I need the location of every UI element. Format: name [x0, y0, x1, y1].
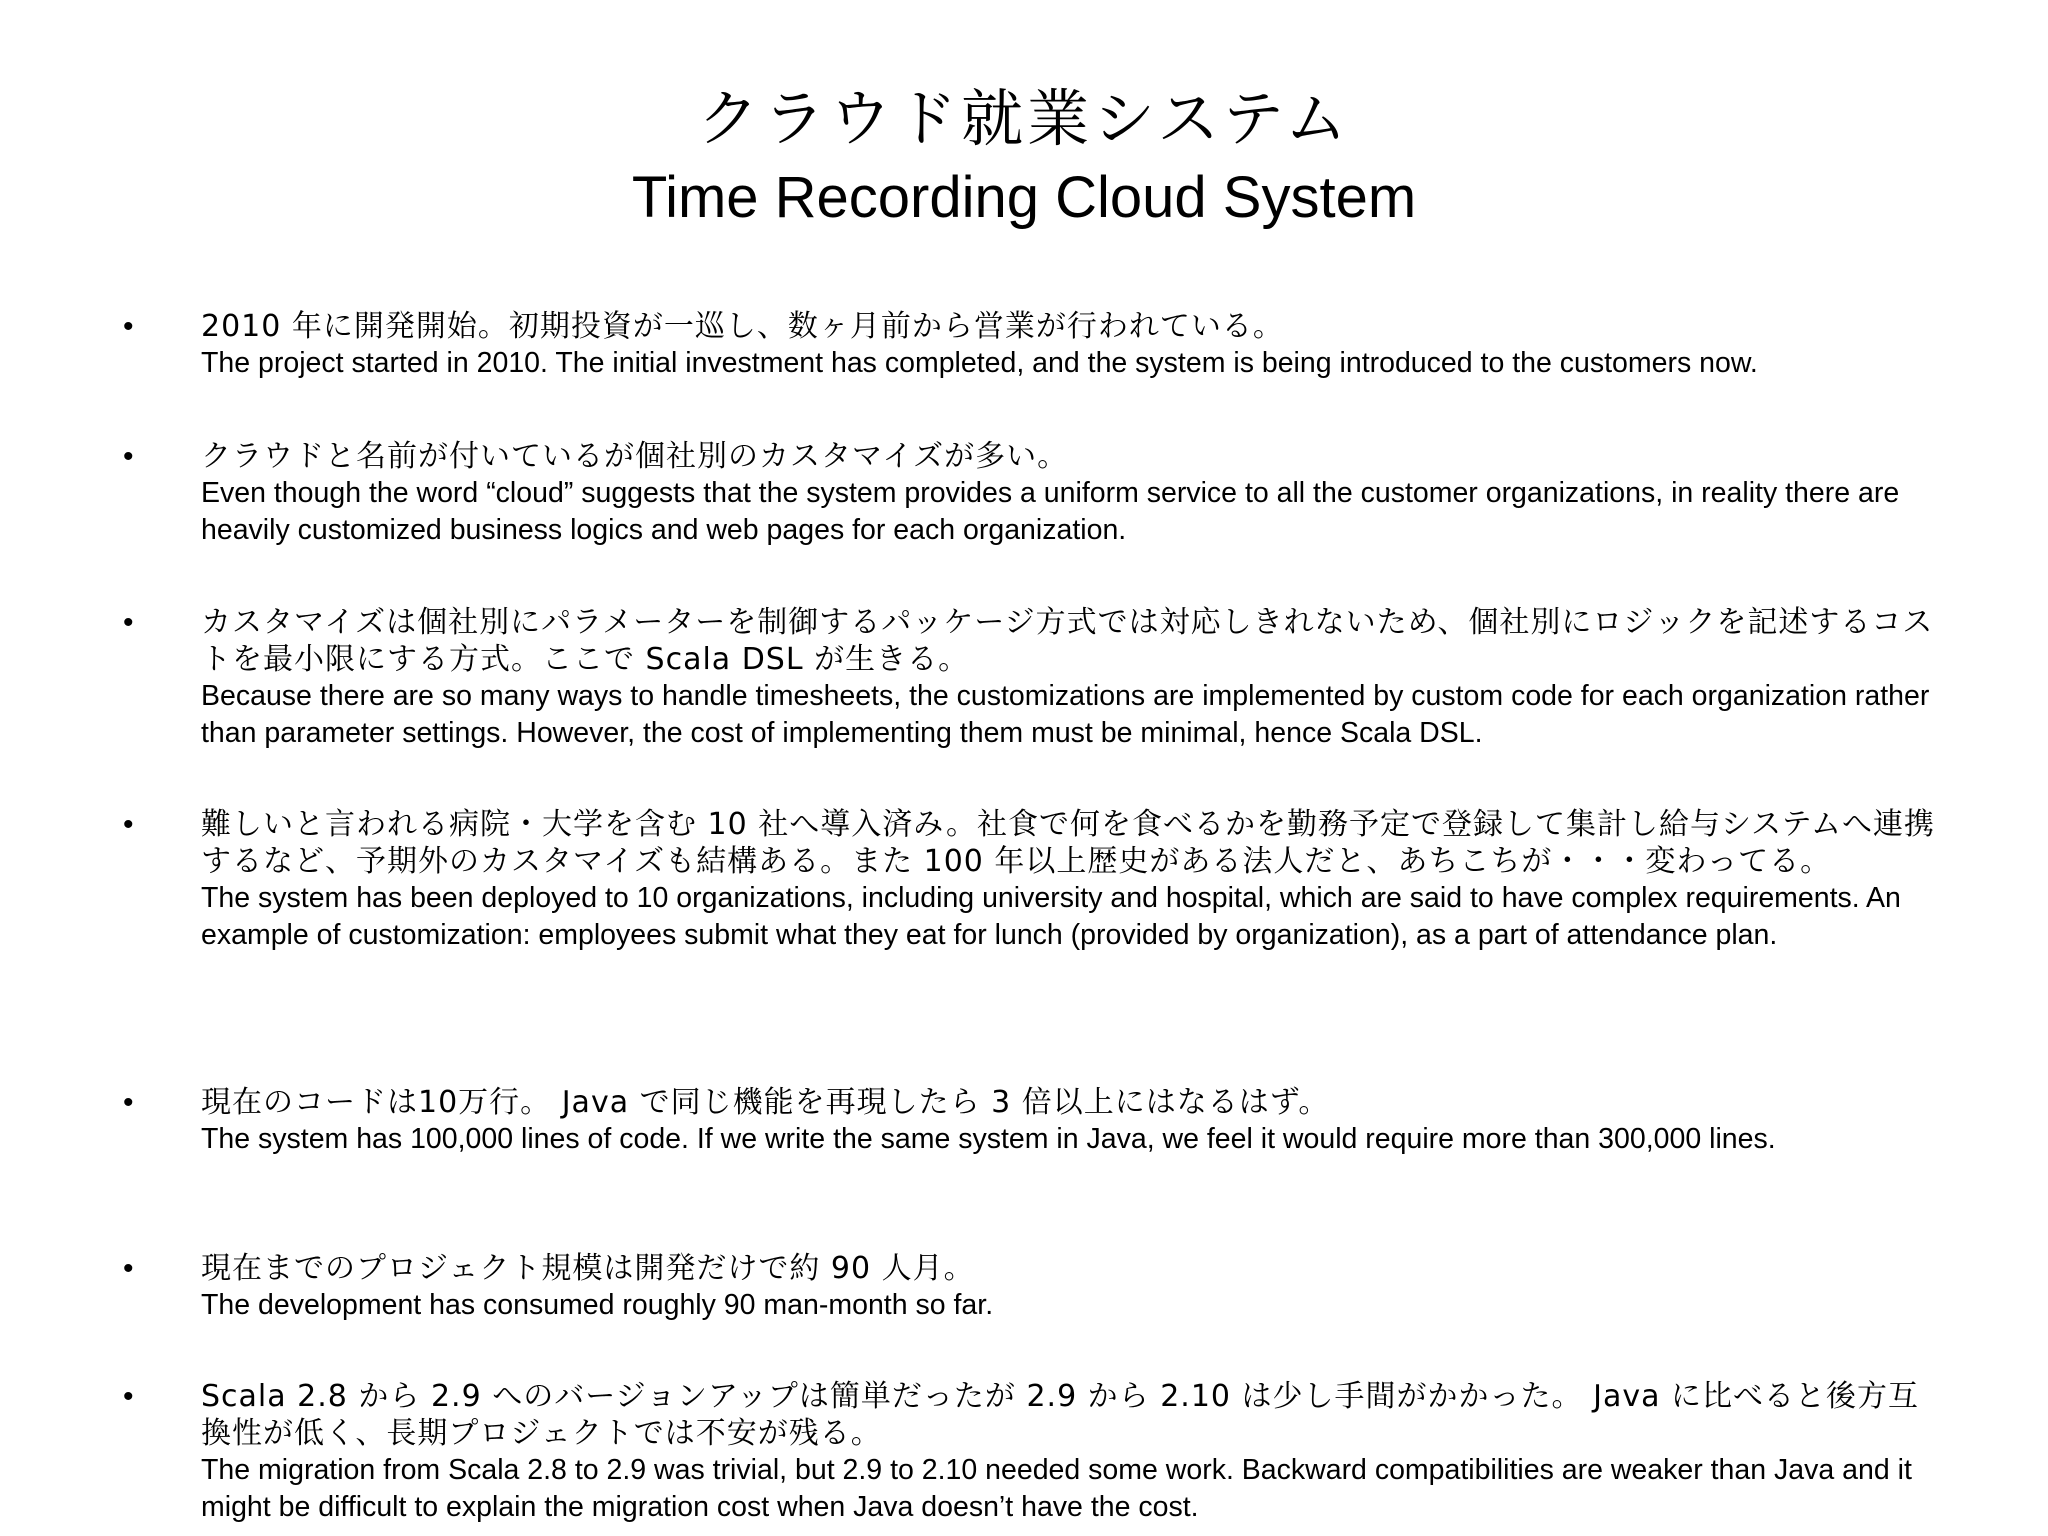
item-english-text: The development has consumed roughly 90 man-month so far. [201, 1289, 994, 1321]
list-item [123, 308, 1946, 382]
list-item [123, 604, 1946, 752]
list-item [123, 1250, 1946, 1324]
list-item [123, 1084, 1946, 1158]
item-japanese-text: 難しいと言われる病院・大学を含む 10 社へ導入済み。社食で何を食べるかを勤務予定で登録して集計し給与システムへ連携するなど、予期外のカスタマイズも結構ある。また 100 年以上歴史がある法人だと、あちこちが・・・変わってる。 [201, 807, 1936, 879]
bullet-icon: • [123, 1252, 134, 1285]
item-english-text: The migration from Scala 2.8 to 2.9 was trivial, but 2.9 to 2.10 needed some work. Backward compatibilities are weaker than Java and it might be difficult to explain the migration cost when Java doesn’t have the cost. [201, 1454, 1912, 1523]
bullet-icon: • [123, 808, 134, 841]
item-english-text: The system has been deployed to 10 organizations, including university and hospital, which are said to have complex requirements. An example of customization: employees submit what they eat for lunch (provided by organization), as a part of attendance plan. [201, 882, 1901, 951]
list-item [123, 438, 1946, 549]
item-english-text: The project started in 2010. The initial investment has completed, and the system is being introduced to the customers now. [201, 347, 1758, 379]
list-item [123, 806, 1946, 954]
item-japanese-text: カスタマイズは個社別にパラメーターを制御するパッケージ方式では対応しきれないため、個社別にロジックを記述するコストを最小限にする方式。ここで Scala DSL が生きる。 [201, 605, 1934, 677]
item-english-text: Even though the word “cloud” suggests that the system provides a uniform service to all the customer organizations, in reality there are heavily customized business logics and web pages for each organization. [201, 477, 1900, 546]
item-japanese-text: 現在までのプロジェクト規模は開発だけで約 90 人月。 [201, 1251, 975, 1286]
list-item [123, 1378, 1946, 1526]
item-japanese-text: 現在のコードは10万行。 Java で同じ機能を再現したら 3 倍以上にはなるはず。 [201, 1085, 1330, 1120]
item-japanese-text: Scala 2.8 から 2.9 へのバージョンアップは簡単だったが 2.9 から 2.10 は少し手間がかかった。 Java に比べると後方互換性が低く、長期プロジェクトでは不安が残る。 [201, 1379, 1919, 1451]
title-japanese: クラウド就業システム [697, 82, 1351, 155]
title-english: Time Recording Cloud System [631, 165, 1417, 230]
item-japanese-text: 2010 年に開発開始。初期投資が一巡し、数ヶ月前から営業が行われている。 [201, 309, 1284, 344]
item-japanese-text: クラウドと名前が付いているが個社別のカスタマイズが多い。 [201, 439, 1069, 474]
bullet-icon: • [123, 310, 134, 343]
bullet-icon: • [123, 606, 134, 639]
item-english-text: The system has 100,000 lines of code. If we write the same system in Java, we feel it would require more than 300,000 lines. [201, 1123, 1776, 1155]
bullet-icon: • [123, 1380, 134, 1413]
bullet-icon: • [123, 1086, 134, 1119]
bullet-icon: • [123, 440, 134, 473]
item-english-text: Because there are so many ways to handle timesheets, the customizations are implemented by custom code for each organization rather than parameter settings. However, the cost of implementing them must be minimal, hence Scala DSL. [201, 680, 1930, 749]
